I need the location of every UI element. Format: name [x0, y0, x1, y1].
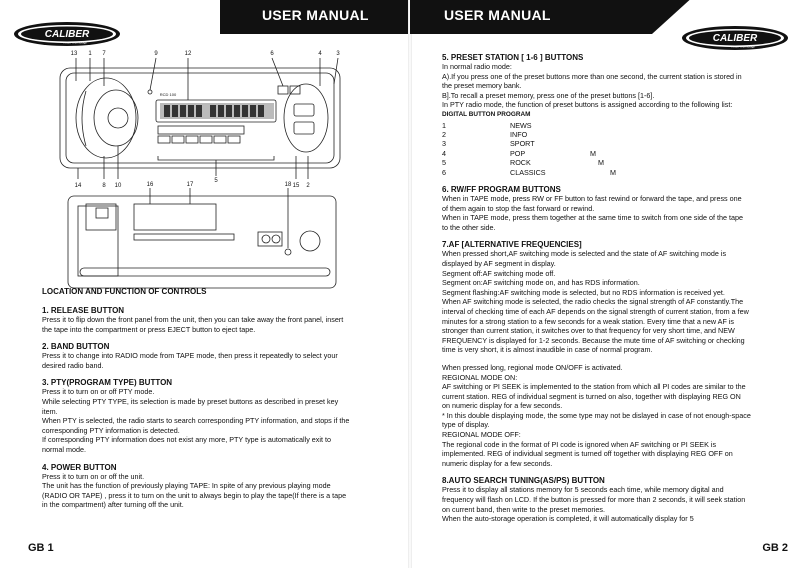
svg-text:14: 14: [74, 183, 82, 189]
car-stereo-diagram: [38, 46, 358, 296]
svg-text:12: 12: [184, 51, 192, 57]
svg-text:4: 4: [318, 51, 322, 57]
section-band: 2. BAND BUTTON Press it to change into RADIO mode from TAPE mode, then press it repeatedly to select your desired radio band.: [42, 342, 338, 370]
svg-text:18: 18: [284, 182, 292, 188]
logo-subtext: Audio Technology: [63, 40, 87, 45]
caliber-logo-right: [680, 24, 790, 52]
page-number-right: GB 2: [762, 542, 788, 554]
svg-text:10: 10: [114, 183, 122, 189]
svg-text:16: 16: [146, 182, 154, 188]
svg-text:8: 8: [102, 183, 106, 189]
section-pty: 3. PTY(PROGRAM TYPE) BUTTON Press it to turn on or off PTY mode. While selecting PTY TYPE, its selection is made by preset buttons as described in preset key item. When PTY is selected, the radio starts to search corresponding PTY information, and stops if the corresponding PTY information is detected. If corresponding PTY information does not exist any more, PTY type is automatically exit to normal mode.: [42, 378, 350, 454]
table-row: 2 INFO: [442, 129, 528, 139]
table-row: 5 ROCK M: [442, 158, 604, 168]
logo-text: CALIBER: [712, 33, 758, 44]
svg-text:RCD 100: RCD 100: [159, 92, 177, 97]
svg-text:17: 17: [186, 182, 194, 188]
controls-heading: LOCATION AND FUNCTION OF CONTROLS: [42, 287, 207, 296]
section-auto-search: 8.AUTO SEARCH TUNING(AS/PS) BUTTON Press it to display all stations memory for 5 seconds each time, while memory digital and frequency will flash on LCD. If the button is pressed for more than 2 seconds, it will seek station on current band, then write to the preset memories. When the auto-storage operation is completed, it will automatically display for 5: [442, 476, 746, 524]
table-row: 3 SPORT: [442, 139, 535, 149]
svg-text:1: 1: [88, 51, 92, 57]
program-table-title: DIGITAL BUTTON PROGRAM: [442, 110, 531, 118]
section-rwff: 6. RW/FF PROGRAM BUTTONS When in TAPE mode, press RW or FF button to fast rewind or forward the tape, and press one of them again to stop the fast forward or rewind. When in TAPE mode, press them together at the same time to switch from one side of the tape to the other side.: [442, 185, 743, 232]
page-number-left: GB 1: [28, 542, 54, 554]
right-page: [410, 0, 802, 568]
logo-subtext: Audio Technology: [731, 44, 755, 49]
svg-text:6: 6: [270, 51, 274, 57]
left-header-title: USER MANUAL: [262, 7, 369, 23]
svg-text:3: 3: [336, 51, 340, 57]
right-header-title: USER MANUAL: [444, 7, 551, 23]
section-af: 7.AF [ALTERNATIVE FREQUENCIES] When pressed short,AF switching mode is selected and the state of AF switching mode is displayed by AF segment in display. Segment off:AF switching mode off. Segment on:AF switching mode on, and has RDS information. Segment flashing:AF switching mode is selected, but no RDS information is received yet. When AF switching mode is selected, the radio checks the signal strength of AF constantly.The interval of checking time of each AF depends on the signal strength of current station, from a few minutes for a strong station to a few seconds for a weak station. Every time that a new AF is stronger than current station, it switches over to that frequency for very short time, and NEW FREQUENCY is displayed for 1-2 seconds. Because the mute time of AF switching or checking time is very short, it is almost inaudible in case of normal program. When pressed long, regional mode ON/OFF is activated. REGIONAL MODE ON: AF switching or PI SEEK is implemented to the station from which all PI codes are similar to the current station. REG of individual segment is turned on also, together with displaying REG ON on numeric display for a few seconds. * In this double displaying mode, the some type may not be dislayed in case of not enough-space type of display. REGIONAL MODE OFF: The regional code in the format of PI code is ignored when AF switching or PI SEEK is implemented. REG of individual segment is turned off together with displaying REG OFF on numeric display for a few seconds.: [442, 240, 751, 468]
table-row: 6 CLASSICS M: [442, 167, 616, 177]
left-content: [42, 287, 372, 510]
svg-text:9: 9: [154, 51, 158, 57]
svg-text:5: 5: [214, 178, 218, 184]
table-row: 1 NEWS: [442, 120, 532, 130]
svg-text:13: 13: [70, 51, 78, 57]
right-content: [442, 53, 782, 524]
section-preset: 5. PRESET STATION [ 1-6 ] BUTTONS In normal radio mode: A).If you press one of the preset buttons more than one second, the current station is stored in the preset memory bank. B].To recall a preset memory, press one of the preset buttons [1-6]. In PTY radio mode, the function of preset buttons is assigned according to the following list: DIGITAL BUTTON PROGRAM 1 NEWS 2 INFO 3 SPORT 4 POP M 5 ROCK M 6 CLASSICS M: [442, 53, 782, 177]
logo-text: CALIBER: [44, 29, 90, 40]
svg-text:7: 7: [102, 51, 106, 57]
table-row: 4 POP M: [442, 148, 596, 158]
caliber-logo-left: [12, 20, 122, 48]
program-table: [442, 121, 782, 177]
section-power: 4. POWER BUTTON Press it to turn on or off the unit. The unit has the function of previously playing TAPE: In spite of any previous playing mode (RADIO OR TAPE) , press it to turn on the unit to always begin to play the tape(If there is a tape in the compartment) after turning off the unit.: [42, 462, 347, 510]
svg-text:2: 2: [306, 183, 310, 189]
section-release: 1. RELEASE BUTTON Press it to flip down the front panel from the unit, then you can take away the front panel, insert the tape into the compartment or press EJECT button to eject tape.: [42, 306, 344, 334]
svg-text:15: 15: [292, 183, 300, 189]
